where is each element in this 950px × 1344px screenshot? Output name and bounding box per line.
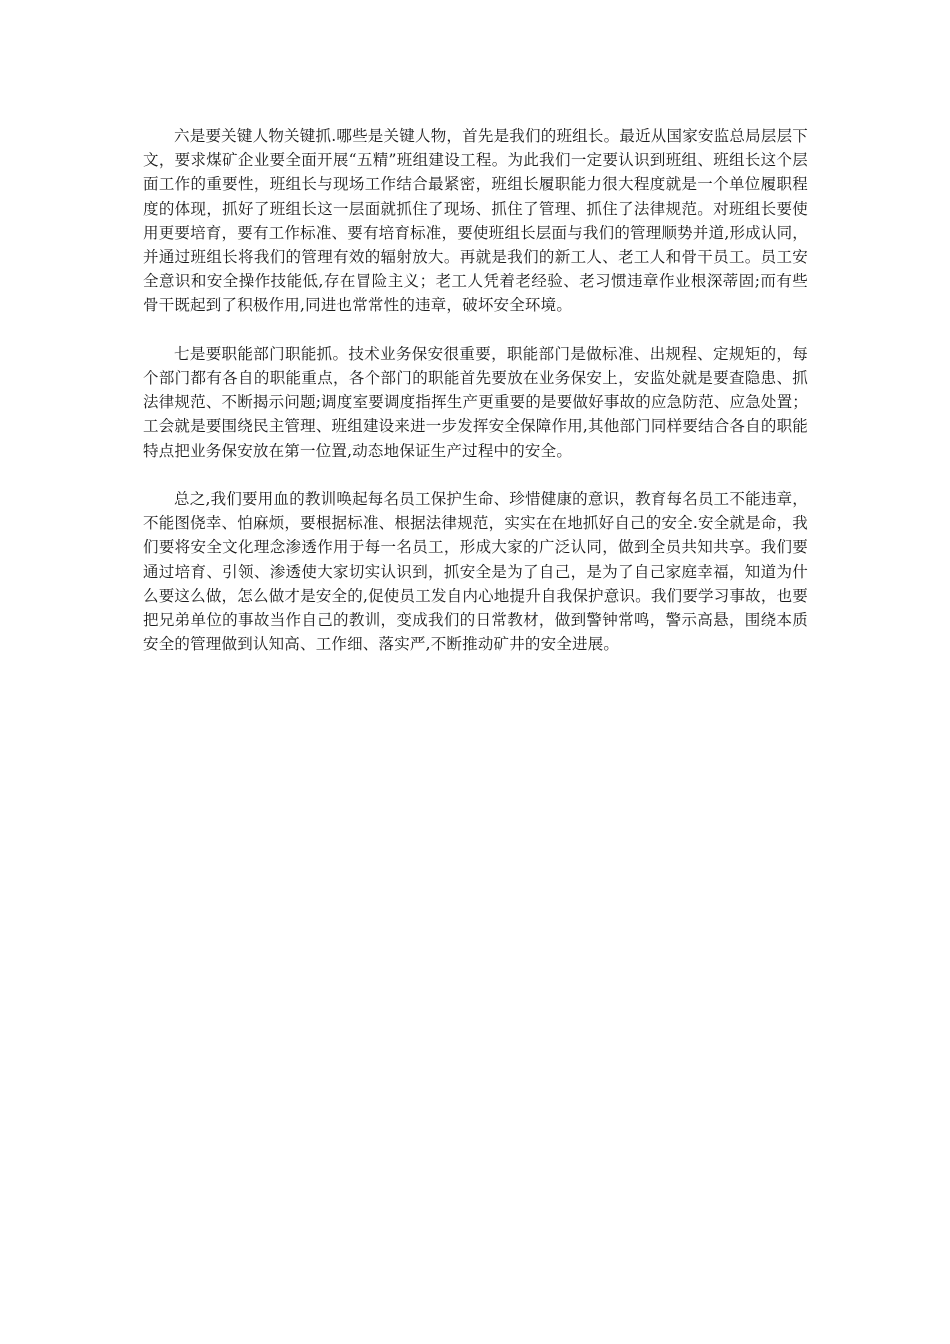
paragraph-key-personnel: 六是要关键人物关键抓.哪些是关键人物，首先是我们的班组长。最近从国家安监总局层层下文，要求煤矿企业要全面开展“五精”班组建设工程。为此我们一定要认识到班组、班组长这个层面工作的重要性，班组长与现场工作结合最紧密，班组长履职能力很大程度就是一个单位履职程度的体现，抓好了班组长这一层面就抓住了现场、抓住了管理、抓住了法律规范。对班组长要使用更要培育，要有工作标准、要有培育标准，要使班组长层面与我们的管理顺势并道,形成认同，并通过班组长将我们的管理有效的辐射放大。再就是我们的新工人、老工人和骨干员工。员工安全意识和安全操作技能低,存在冒险主义；老工人凭着老经验、老习惯违章作业根深蒂固;而有些骨干既起到了积极作用,同进也常常性的违章，破坏安全环境。 (143, 127, 808, 315)
paragraph-conclusion: 总之,我们要用血的教训唤起每名员工保护生命、珍惜健康的意识，教育每名员工不能违章，不能图侥幸、怕麻烦，要根据标准、根据法律规范，实实在在地抓好自己的安全.安全就是命，我们要将安全文化理念渗透作用于每一名员工，形成大家的广泛认同，做到全员共知共享。我们要通过培育、引领、渗透使大家切实认识到，抓安全是为了自己，是为了自己家庭幸福，知道为什么要这么做，怎么做才是安全的,促使员工发自内心地提升自我保护意识。我们要学习事故，也要把兄弟单位的事故当作自己的教训，变成我们的日常教材，做到警钟常鸣，警示高悬，围绕本质安全的管理做到认知高、工作细、落实严,不断推动矿井的安全进展。 (143, 490, 808, 654)
paragraph-functional-departments: 七是要职能部门职能抓。技术业务保安很重要，职能部门是做标准、出规程、定规矩的，每个部门都有各自的职能重点，各个部门的职能首先要放在业务保安上，安监处就是要查隐患、抓法律规范、不断揭示问题;调度室要调度指挥生产更重要的是要做好事故的应急防范、应急处置；工会就是要围绕民主管理、班组建设来进一步发挥安全保障作用,其他部门同样要结合各自的职能特点把业务保安放在第一位置,动态地保证生产过程中的安全。 (143, 344, 808, 460)
document-body (143, 124, 808, 656)
